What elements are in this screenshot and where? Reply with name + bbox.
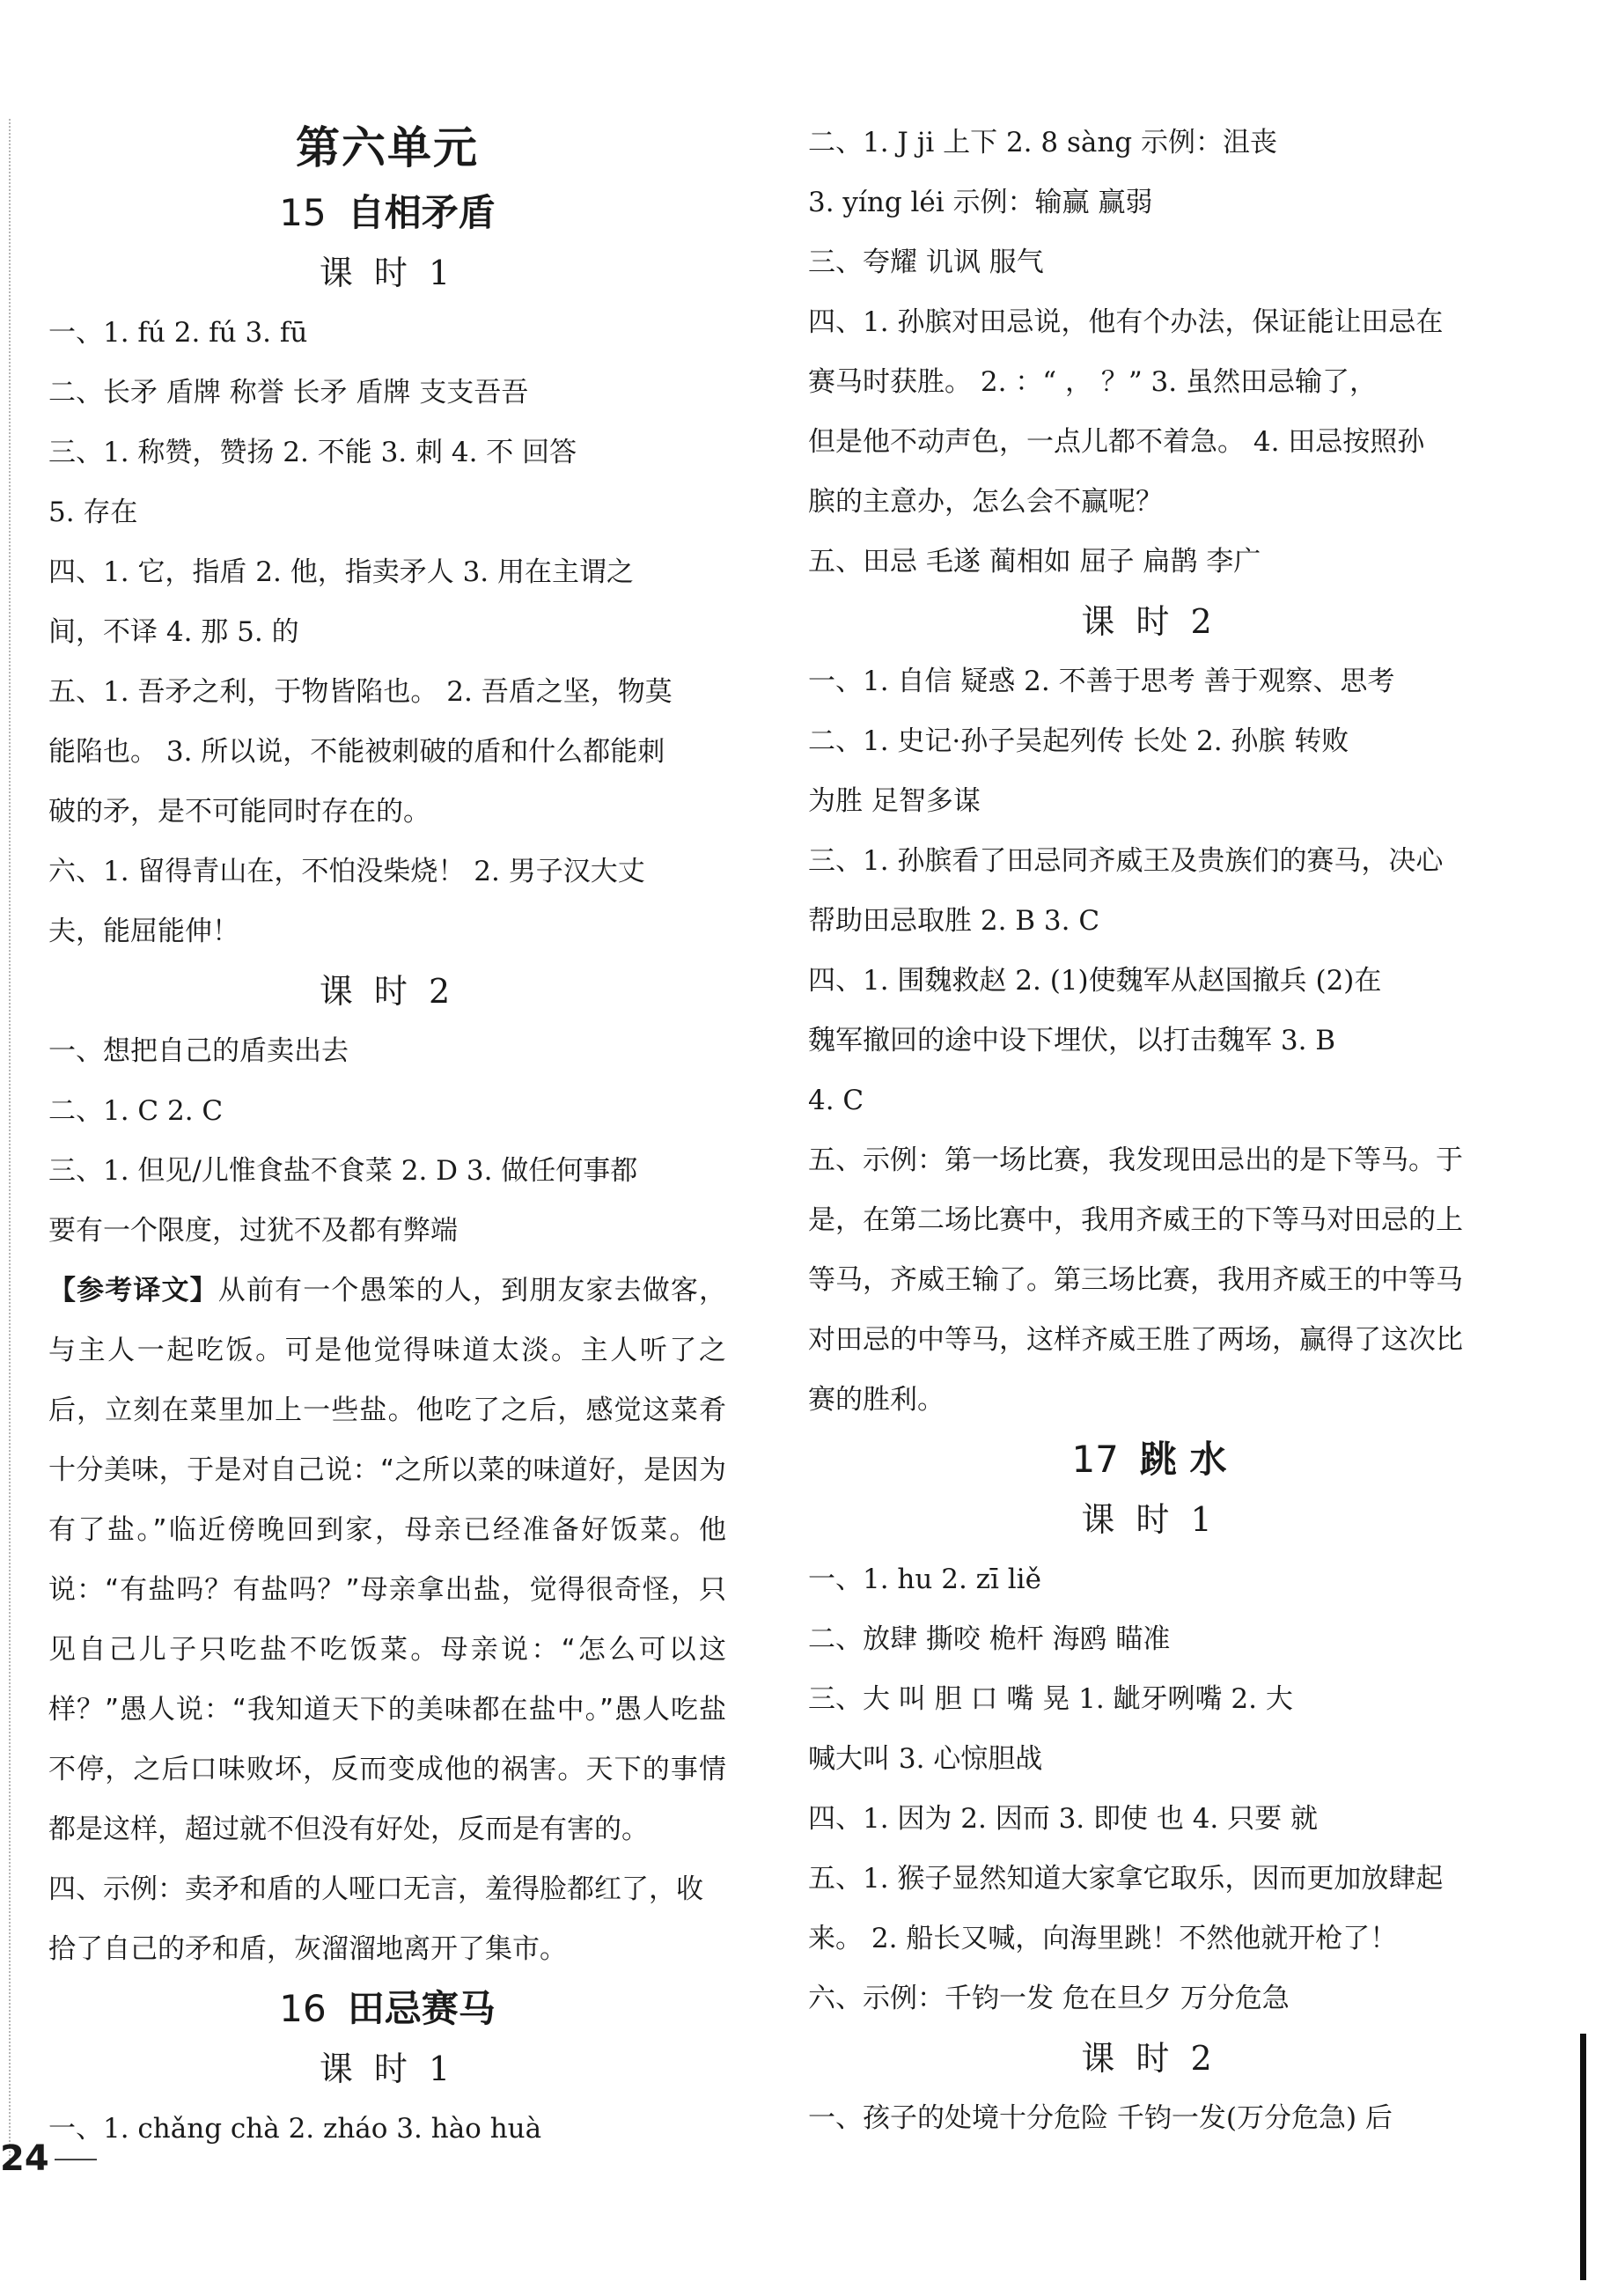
answer-block (48, 1859, 726, 1979)
answer-line: 三、1. 孙膑看了田忌同齐威王及贵族们的赛马，决心 (808, 845, 1444, 877)
answer-line: 夫，能屈能伸！ (48, 916, 239, 947)
answer-line: 但是他不动声色，一点儿都不着急。 4. 田忌按照孙 (808, 426, 1425, 458)
answer-line: 六、示例：千钧一发 危在旦夕 万分危急 (808, 1983, 1290, 2014)
answer-line: 是，在第二场比赛中，我用齐威王的下等马对田忌的上 (808, 1204, 1463, 1236)
answer-block (48, 1021, 726, 1261)
answer-line: 一、1. fú 2. fú 3. fū (48, 317, 308, 349)
answer-line: 间，不译 4. 那 5. 的 (48, 616, 299, 648)
answer-line: 赛马时获胜。 2. ：“ ， ？” 3. 虽然田忌输了， (808, 366, 1377, 398)
period-heading: 课 时 1 (319, 2049, 456, 2088)
period-heading: 课 时 1 (319, 254, 456, 292)
answer-line: 为胜 足智多谋 (808, 785, 981, 817)
period-heading: 课 时 2 (1081, 602, 1217, 641)
lesson-number: 16 (279, 1987, 327, 2030)
lesson-name: 跳 水 (1139, 1438, 1227, 1481)
reference-translation (48, 1261, 726, 1859)
lesson-17-title (808, 1430, 1490, 1490)
answer-line: 一、孩子的处境十分危险 千钧一发(万分危急) 后 (808, 2102, 1393, 2134)
answer-line: 六、1. 留得青山在，不怕没柴烧！ 2. 男子汉大丈 (48, 856, 645, 887)
answer-line: 二、1. J ji 上下 2. 8 sàng 示例：沮丧 (808, 127, 1278, 158)
answer-line: 四、示例：卖矛和盾的人哑口无言，羞得脸都红了，收 (48, 1873, 703, 1905)
answer-line: 二、1. 史记·孙子吴起列传 长处 2. 孙膑 转败 (808, 725, 1349, 757)
answer-line: 膑的主意办，怎么会不赢呢？ (808, 486, 1163, 518)
lesson-16-title (48, 1979, 726, 2039)
unit-title: 第六单元 (296, 122, 479, 173)
page-number: 24 (0, 2138, 49, 2179)
answer-line: 三、1. 称赞，赞扬 2. 不能 3. 刺 4. 不 回答 (48, 437, 577, 468)
answer-line: 一、1. hu 2. zī liě (808, 1564, 1041, 1595)
answer-line: 赛的胜利。 (808, 1384, 945, 1416)
answer-line: 五、田忌 毛遂 蔺相如 屈子 扁鹊 李广 (808, 546, 1261, 578)
answer-line: 一、1. 自信 疑惑 2. 不善于思考 善于观察、思考 (808, 666, 1395, 697)
reference-text: 从前有一个愚笨的人，到朋友家去做客，与主人一起吃饭。可是他觉得味道太淡。主人听了之后，立刻在菜里加上一些盐。他吃了之后，感觉这菜肴十分美味，于是对自己说：“之所以菜的味道好，是因为有了盐。”临近傍晚回到家，母亲已经准备好饭菜。他说：“有盐吗？有盐吗？”母亲拿出盐，觉得很奇怪，只见自己儿子只吃盐不吃饭菜。母亲说：“怎么可以这样？”愚人说：“我知道天下的美味都在盐中。”愚人吃盐不停，之后口味败坏，反而变成他的祸害。天下的事情都是这样，超过就不但没有好处，反而是有害的。 (48, 1275, 727, 1845)
answer-line: 二、1. C 2. C (48, 1095, 224, 1127)
answer-block (48, 2099, 726, 2159)
answer-line: 5. 存在 (48, 497, 138, 528)
answer-line: 对田忌的中等马，这样齐威王胜了两场，赢得了这次比 (808, 1324, 1463, 1356)
answer-line: 五、1. 吾矛之利，于物皆陷也。 2. 吾盾之坚，物莫 (48, 676, 673, 708)
answer-line: 一、1. chǎng chà 2. zháo 3. hào huà (48, 2113, 542, 2145)
period-heading: 课 时 1 (1081, 1500, 1217, 1539)
answer-line: 二、放肆 撕咬 桅杆 海鸥 瞄准 (808, 1623, 1171, 1655)
answer-block (808, 113, 1490, 592)
answer-line: 五、示例：第一场比赛，我发现田忌出的是下等马。于 (808, 1144, 1463, 1176)
answer-line: 帮助田忌取胜 2. B 3. C (808, 905, 1100, 937)
answer-line: 三、大 叫 胆 口 嘴 晃 1. 龇牙咧嘴 2. 大 (808, 1683, 1293, 1715)
answer-line: 二、长矛 盾牌 称誉 长矛 盾牌 支支吾吾 (48, 377, 529, 408)
left-margin-dotted-rule (9, 119, 11, 2170)
answer-line: 喊大叫 3. 心惊胆战 (808, 1743, 1043, 1775)
period-heading: 课 时 2 (319, 972, 456, 1011)
answer-block (808, 1549, 1490, 2028)
lesson-number: 15 (279, 191, 327, 234)
answer-block (808, 651, 1490, 1430)
answer-line: 四、1. 因为 2. 因而 3. 即使 也 4. 只要 就 (808, 1803, 1318, 1835)
right-column (808, 113, 1490, 2148)
page-number-dash (55, 2159, 97, 2160)
answer-line: 拾了自己的矛和盾，灰溜溜地离开了集市。 (48, 1933, 567, 1965)
answer-line: 4. C (808, 1085, 864, 1116)
lesson-name: 田忌赛马 (347, 1987, 496, 2030)
answer-line: 来。 2. 船长又喊，向海里跳！不然他就开枪了！ (808, 1923, 1398, 1954)
answer-line: 五、1. 猴子显然知道大家拿它取乐，因而更加放肆起 (808, 1863, 1444, 1895)
answer-line: 一、想把自己的盾卖出去 (48, 1035, 349, 1067)
answer-line: 四、1. 孙膑对田忌说，他有个办法，保证能让田忌在 (808, 306, 1444, 338)
answer-line: 破的矛，是不可能同时存在的。 (48, 796, 430, 828)
period-heading: 课 时 2 (1081, 2039, 1217, 2078)
answer-block (48, 303, 726, 961)
answer-block (808, 2088, 1490, 2148)
answer-line: 3. yíng léi 示例：输赢 赢弱 (808, 187, 1153, 218)
lesson-number: 17 (1071, 1438, 1119, 1481)
lesson-name: 自相矛盾 (347, 191, 496, 234)
answer-line: 要有一个限度，过犹不及都有弊端 (48, 1215, 458, 1247)
answer-line: 四、1. 围魏救赵 2. (1)使魏军从赵国撤兵 (2)在 (808, 965, 1382, 997)
answer-line: 四、1. 它，指盾 2. 他，指卖矛人 3. 用在主谓之 (48, 556, 634, 588)
reference-label: 【参考译文】 (48, 1275, 218, 1306)
right-edge-bar (1580, 2034, 1586, 2280)
answer-line: 等马，齐威王输了。第三场比赛，我用齐威王的中等马 (808, 1264, 1463, 1296)
left-column (48, 113, 726, 2159)
answer-line: 三、1. 但见/儿惟食盐不食菜 2. D 3. 做任何事都 (48, 1155, 638, 1187)
answer-line: 魏军撤回的途中设下埋伏，以打击魏军 3. B (808, 1025, 1336, 1056)
lesson-15-title (48, 183, 726, 243)
answer-line: 三、夸耀 讥讽 服气 (808, 247, 1044, 278)
answer-line: 能陷也。 3. 所以说，不能被刺破的盾和什么都能刺 (48, 736, 665, 768)
